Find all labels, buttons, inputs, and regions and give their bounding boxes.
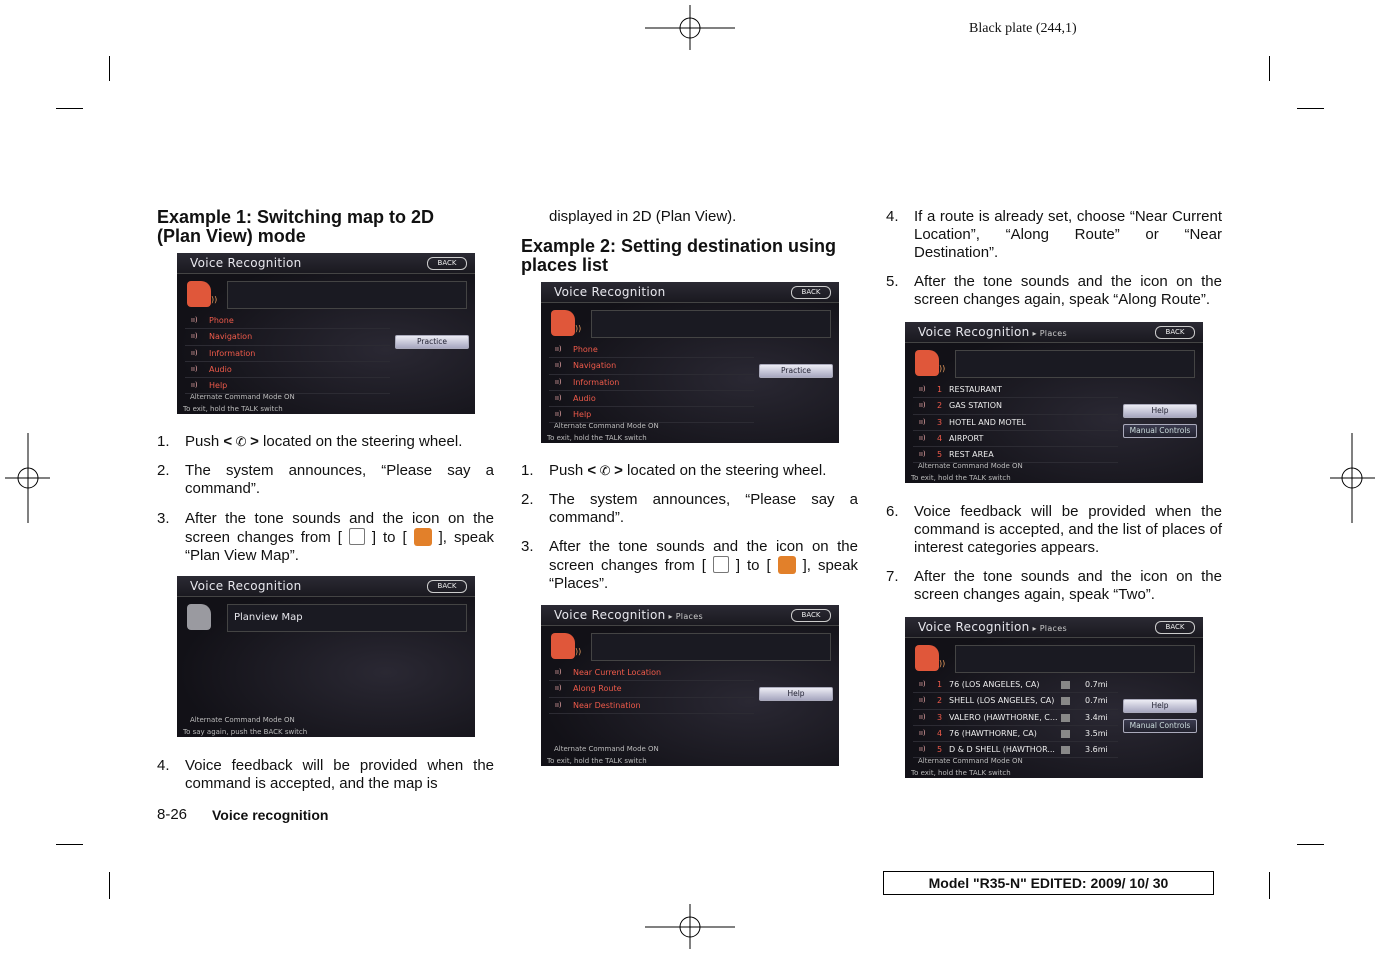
voice-icon: ıı)	[555, 668, 562, 676]
command-list	[549, 342, 754, 423]
back-button[interactable]: BACK	[427, 580, 467, 593]
example1-heading: Example 1: Switching map to 2D (Plan View) mode	[157, 207, 435, 246]
back-button[interactable]: BACK	[791, 286, 831, 299]
model-edited-box: Model "R35-N" EDITED: 2009/ 10/ 30	[883, 871, 1214, 895]
practice-button[interactable]: Practice	[395, 335, 469, 349]
voice-icon: ıı)	[191, 381, 198, 390]
list-item[interactable]: ıı) Help	[549, 407, 754, 423]
sound-wave-icon: ))	[939, 364, 946, 373]
list-item[interactable]: ıı) 1 76 (LOS ANGELES, CA) 0.7mi	[913, 677, 1118, 693]
listening-icon	[713, 556, 729, 573]
voice-icon: ıı)	[919, 696, 926, 705]
exit-hint: To exit, hold the TALK switch	[911, 769, 1011, 777]
list-item[interactable]: ıı) Phone	[549, 342, 754, 358]
list-item[interactable]: ıı) Near Destination	[549, 698, 754, 714]
list-item[interactable]: ıı) 3 VALERO (HAWTHORNE, C... 3.4mi	[913, 710, 1118, 726]
practice-button[interactable]: Practice	[759, 364, 833, 378]
back-button[interactable]: BACK	[1155, 326, 1195, 339]
mode-status: Alternate Command Mode ON	[554, 745, 659, 753]
registration-mark-bottom	[645, 904, 735, 949]
speak-icon	[778, 556, 796, 574]
recognition-field	[955, 645, 1195, 673]
list-item[interactable]: ıı) 4 76 (HAWTHORNE, CA) 3.5mi	[913, 726, 1118, 742]
screen-subtitle: ▸ Places	[1032, 624, 1067, 633]
crop-mark	[109, 872, 110, 899]
crop-mark	[109, 56, 110, 81]
vr-screen-3a	[905, 322, 1203, 483]
mode-status: Alternate Command Mode ON	[918, 462, 1023, 470]
list-item[interactable]: ıı) 1 RESTAURANT	[913, 382, 1118, 398]
voice-icon: ıı)	[919, 712, 926, 721]
voice-icon: ıı)	[919, 728, 926, 737]
speak-icon	[414, 528, 432, 546]
crop-mark	[1269, 872, 1270, 899]
again-hint: To say again, push the BACK switch	[183, 728, 308, 736]
example2-heading: Example 2: Setting destination using places list	[521, 236, 837, 275]
registration-mark-right	[1330, 433, 1375, 523]
list-item[interactable]: ıı) 4 AIRPORT	[913, 431, 1118, 447]
list-item[interactable]: ıı) Audio	[185, 362, 390, 378]
voice-icon: ıı)	[919, 680, 926, 688]
exit-hint: To exit, hold the TALK switch	[183, 405, 283, 413]
voice-icon: ıı)	[555, 684, 562, 693]
screen-title: Voice Recognition ▸ Places	[554, 608, 703, 622]
voice-icon: ıı)	[555, 700, 562, 709]
listening-face-icon	[187, 604, 211, 630]
recognition-field	[955, 350, 1195, 378]
vr-screen-2a	[541, 282, 839, 443]
vr-screen-3b	[905, 617, 1203, 778]
manual-controls-button[interactable]: Manual Controls	[1123, 424, 1197, 438]
registration-mark-left	[5, 433, 50, 523]
vr-screen-2b	[541, 605, 839, 766]
voice-icon: ıı)	[191, 364, 198, 373]
sound-wave-icon: ))	[939, 659, 946, 668]
list-item[interactable]: ıı) Audio	[549, 391, 754, 407]
voice-icon: ıı)	[555, 410, 562, 419]
mode-status: Alternate Command Mode ON	[190, 393, 295, 401]
crop-mark	[1297, 108, 1324, 109]
vr-screen-1a	[177, 253, 475, 414]
voice-icon: ıı)	[919, 450, 926, 459]
listening-icon	[349, 528, 365, 545]
back-button[interactable]: BACK	[1155, 621, 1195, 634]
talk-switch-icon: ✆	[599, 463, 611, 478]
registration-mark-top	[645, 5, 735, 50]
crop-mark	[56, 108, 83, 109]
voice-icon: ıı)	[919, 433, 926, 442]
list-item[interactable]: ıı) Along Route	[549, 681, 754, 697]
exit-hint: To exit, hold the TALK switch	[547, 434, 647, 442]
speaking-face-icon	[915, 350, 939, 376]
speaking-face-icon	[551, 633, 575, 659]
direction-arrow-icon	[1061, 746, 1070, 754]
voice-icon: ıı)	[555, 361, 562, 370]
back-button[interactable]: BACK	[427, 257, 467, 270]
direction-arrow-icon	[1061, 730, 1070, 738]
section-title: Voice recognition	[212, 807, 329, 823]
screen-title: Voice Recognition	[190, 256, 302, 270]
places-option-list	[549, 665, 754, 714]
sound-wave-icon: ))	[211, 295, 218, 304]
voice-icon: ıı)	[555, 393, 562, 402]
voice-icon: ıı)	[555, 345, 562, 353]
voice-icon: ıı)	[919, 385, 926, 393]
crop-mark	[1269, 56, 1270, 81]
voice-icon: ıı)	[191, 332, 198, 341]
list-item[interactable]: ıı) 5 REST AREA	[913, 447, 1118, 463]
mode-status: Alternate Command Mode ON	[918, 757, 1023, 765]
list-item[interactable]: ıı) Near Current Location	[549, 665, 754, 681]
list-item[interactable]: ıı) 2 GAS STATION	[913, 398, 1118, 414]
exit-hint: To exit, hold the TALK switch	[547, 757, 647, 765]
talk-switch-icon: ✆	[235, 434, 247, 449]
screen-title: Voice Recognition	[190, 579, 302, 593]
vr-screen-1b	[177, 576, 475, 737]
direction-arrow-icon	[1061, 681, 1070, 689]
voice-icon: ıı)	[191, 316, 198, 324]
plate-label: Black plate (244,1)	[969, 21, 1077, 36]
command-list	[185, 313, 390, 394]
recognized-text: Planview Map	[234, 612, 303, 623]
mode-status: Alternate Command Mode ON	[554, 422, 659, 430]
help-button[interactable]: Help	[1123, 404, 1197, 418]
recognition-field	[591, 310, 831, 338]
voice-icon: ıı)	[919, 417, 926, 426]
list-item[interactable]: ıı) Phone	[185, 313, 390, 329]
speaking-face-icon	[187, 281, 211, 307]
voice-icon: ıı)	[555, 377, 562, 386]
back-button[interactable]: BACK	[791, 609, 831, 622]
screen-subtitle: ▸ Places	[668, 612, 703, 621]
screen-subtitle: ▸ Places	[1032, 329, 1067, 338]
list-item[interactable]: ıı) Navigation	[549, 358, 754, 374]
screen-title: Voice Recognition ▸ Places	[918, 620, 1067, 634]
voice-icon: ıı)	[919, 401, 926, 410]
speaking-face-icon	[551, 310, 575, 336]
category-list	[913, 382, 1118, 463]
help-button[interactable]: Help	[1123, 699, 1197, 713]
voice-icon: ıı)	[919, 745, 926, 754]
speaking-face-icon	[915, 645, 939, 671]
voice-icon: ıı)	[191, 348, 198, 357]
results-list	[913, 677, 1118, 758]
list-item[interactable]: ıı) Information	[185, 346, 390, 362]
recognition-field	[591, 633, 831, 661]
crop-mark	[56, 844, 83, 845]
exit-hint: To exit, hold the TALK switch	[911, 474, 1011, 482]
screen-title: Voice Recognition	[554, 285, 666, 299]
crop-mark	[1297, 844, 1324, 845]
page-number: 8-26	[157, 806, 188, 823]
list-item[interactable]: ıı) 2 SHELL (LOS ANGELES, CA) 0.7mi	[913, 693, 1118, 709]
list-item[interactable]: ıı) 3 HOTEL AND MOTEL	[913, 415, 1118, 431]
manual-controls-button[interactable]: Manual Controls	[1123, 719, 1197, 733]
screen-title: Voice Recognition ▸ Places	[918, 325, 1067, 339]
mode-status: Alternate Command Mode ON	[190, 716, 295, 724]
list-item[interactable]: ıı) Information	[549, 375, 754, 391]
direction-arrow-icon	[1061, 697, 1070, 705]
list-item[interactable]: ıı) Navigation	[185, 329, 390, 345]
help-button[interactable]: Help	[759, 687, 833, 701]
list-item[interactable]: ıı) 5 D & D SHELL (HAWTHOR... 3.6mi	[913, 742, 1118, 758]
recognition-field	[227, 281, 467, 309]
sound-wave-icon: ))	[575, 647, 582, 656]
sound-wave-icon: ))	[575, 324, 582, 333]
list-item[interactable]: ıı) Help	[185, 378, 390, 394]
direction-arrow-icon	[1061, 714, 1070, 722]
